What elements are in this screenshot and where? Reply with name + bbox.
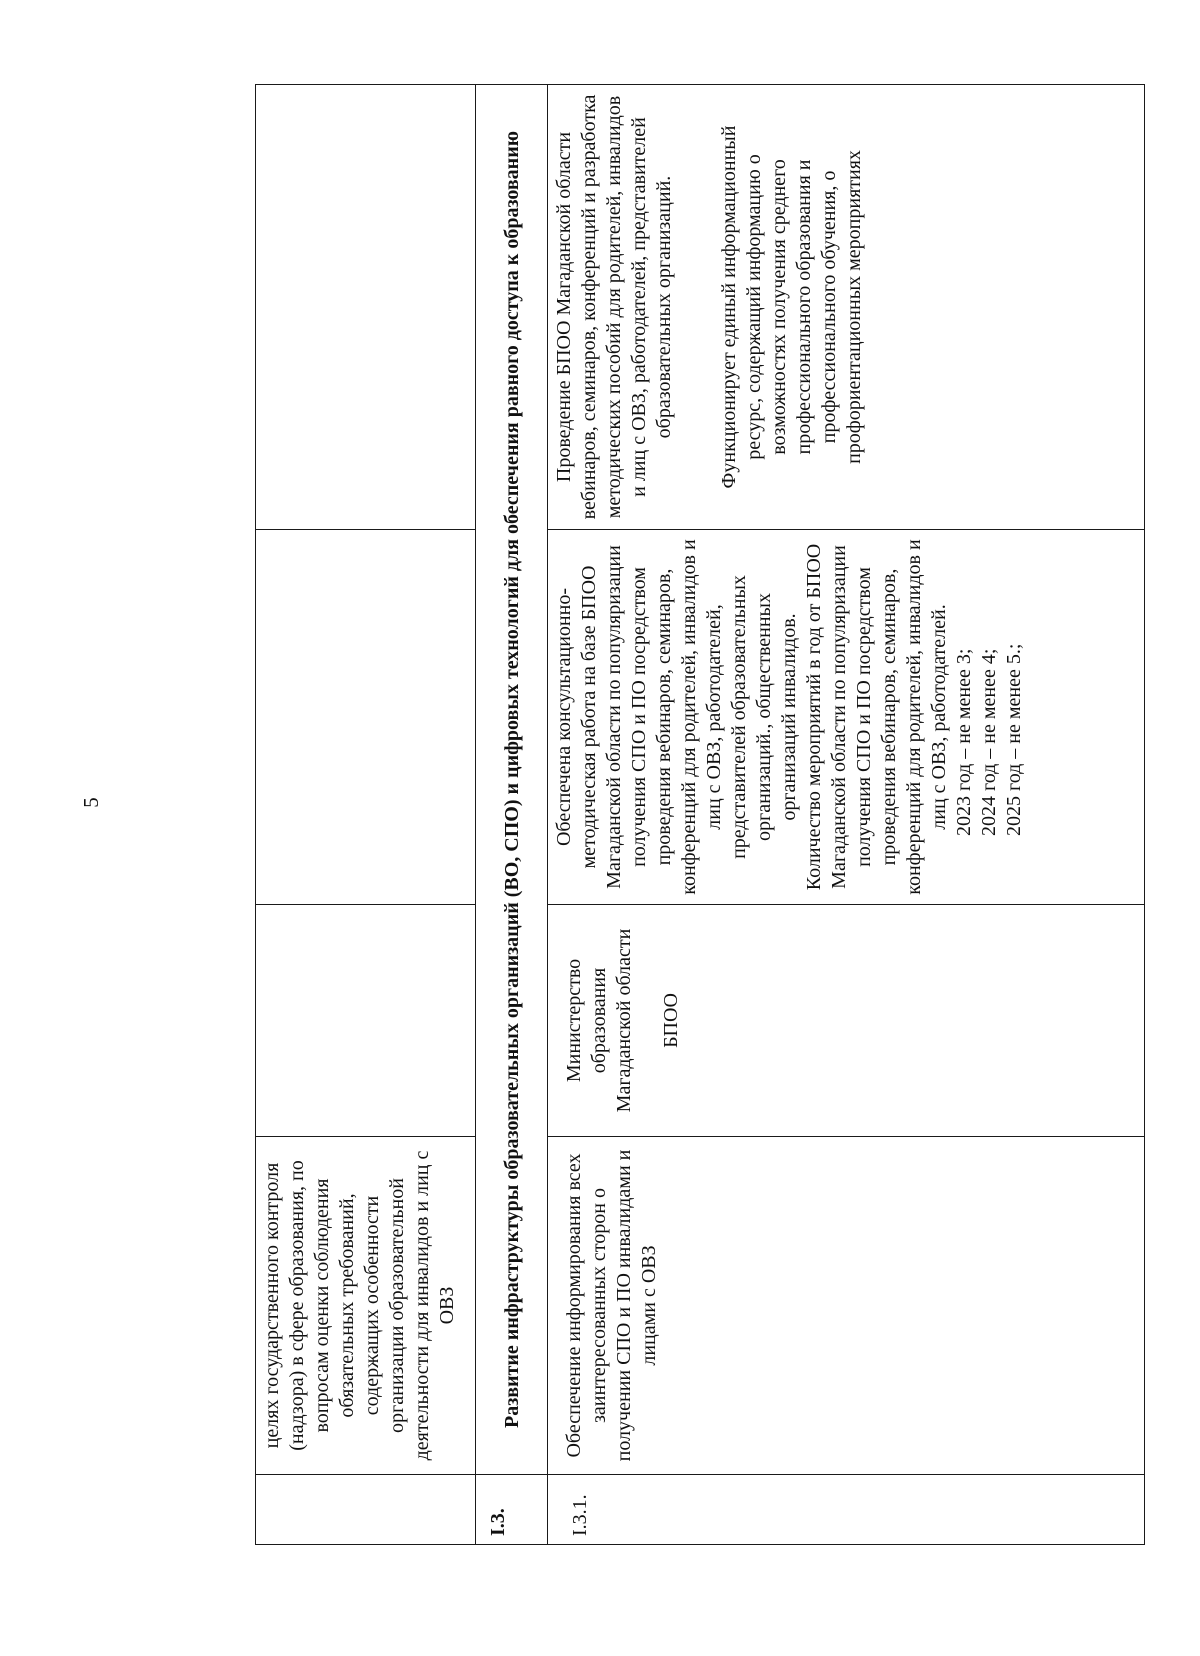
indicator-year-2024: 2024 год – не менее 4; xyxy=(978,648,1000,836)
cell-action xyxy=(548,1137,1145,1475)
action-text-prev: целях государственного контроля (надзора) в сфере образования, по вопросам оценки соблюдения обязательных требований, содержащих особенности организации образовательной деятельности для инвалидов и лиц с ОВЗ xyxy=(261,1150,458,1461)
result-text-1: Проведение БПОО Магаданской области вебинаров, семинаров, конференций и разработка методических пособий для родителей, инвалидов и лиц с ОВЗ, работодателей, представителей образовательных организаций. xyxy=(553,94,675,520)
plan-table xyxy=(255,84,1145,1545)
cell-responsible xyxy=(548,905,1145,1137)
section-number: I.3. xyxy=(476,1475,548,1545)
indicator-text-2: Количество мероприятий в год от БПОО Магаданской области по популяризации получения СПО и ПО посредством проведения вебинаров, семинаров, конференций для родителей, инвалидов и лиц с ОВЗ, работодателей. xyxy=(803,539,950,895)
rotated-page-content xyxy=(255,85,1145,1545)
indicator-year-2023: 2023 год – не менее 3; xyxy=(953,648,975,836)
section-title: Развитие инфраструктуры образовательных организаций (ВО, СПО) и цифровых технологий для обеспечения равного доступа к образованию xyxy=(476,85,548,1475)
row-number-text: I.3.1. xyxy=(569,1494,591,1536)
responsible-bpoo: БПОО xyxy=(660,993,682,1048)
cell-responsible-prev xyxy=(256,905,476,1137)
responsible-ministry: Министерство образования Магаданской области xyxy=(563,928,635,1113)
page-number: 5 xyxy=(78,797,103,808)
table-row-prev xyxy=(256,85,476,1545)
indicator-text-1: Обеспечена консультационно-методическая работа на базе БПОО Магаданской области по популяризации получения СПО и ПО посредством проведения вебинаров, семинаров, конференций для родителей, инвалидов и лиц с ОВЗ, работодателей, представителей образовательных организаций., общественных организаций инвалидов. xyxy=(553,539,800,895)
cell-result-prev xyxy=(256,85,476,530)
indicator-year-2025: 2025 год – не менее 5.; xyxy=(1003,643,1025,836)
cell-indicator xyxy=(548,530,1145,905)
cell-action-prev xyxy=(256,1137,476,1475)
result-text-2: Функционирует единый информационный ресурс, содержащий информацию о возможностях получения среднего профессионального образования и профессионального обучения, о профориентационных мероприятиях xyxy=(718,125,865,489)
cell-result xyxy=(548,85,1145,530)
table-row-131 xyxy=(548,85,1145,1545)
row-number xyxy=(548,1475,1145,1545)
action-text: Обеспечение информирования всех заинтересованных сторон о получении СПО и ПО инвалидами и лицами с ОВЗ xyxy=(563,1149,660,1462)
cell-number-empty xyxy=(256,1475,476,1545)
section-header-row xyxy=(476,85,548,1545)
cell-indicator-prev xyxy=(256,530,476,905)
